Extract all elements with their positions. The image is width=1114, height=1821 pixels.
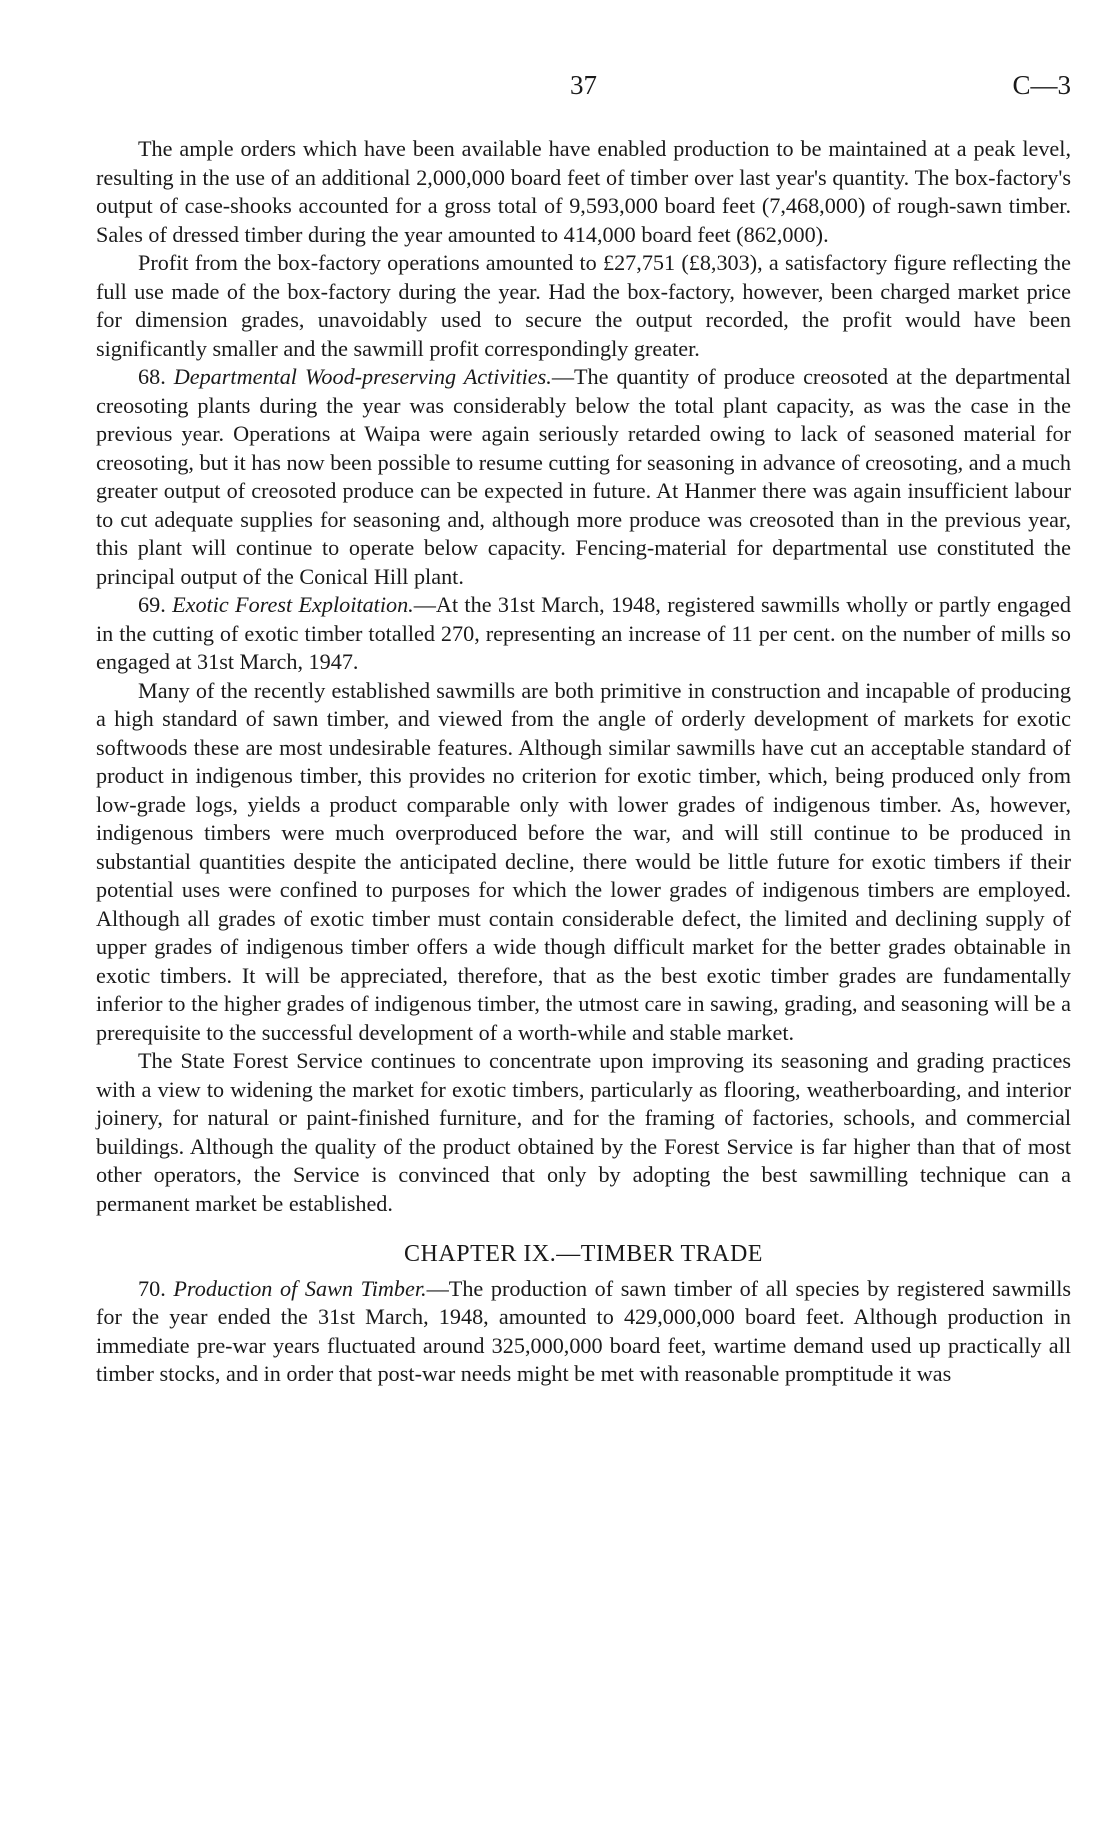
page-header [96,70,1071,106]
section-heading: Departmental Wood-preserving Activities. [173,364,552,389]
chapter-title: CHAPTER IX.—TIMBER TRADE [404,1241,763,1267]
section-text: —At the 31st March, 1948, registered sawmills wholly or partly engaged in the cutting of exotic timber totalled 270, representing an increase of 11 per cent. on the number of mills so engaged at 31st March, 1947. [96,592,1071,674]
paragraph-box-factory-output: The ample orders which have been available have enabled production to be maintained at a peak level, resulting in the use of an additional 2,000,000 board feet of timber over last year's quantity. The box-factory's output of case-shooks accounted for a gross total of 9,593,000 board feet (7,468,000) of rough-sawn timber. Sales of dressed timber during the year amounted to 414,000 board feet (862,000). [96,136,1071,247]
section-number: 68. [138,364,166,389]
document-reference: C—3 [1012,70,1071,100]
paragraph-70 [96,1275,1071,1389]
paragraph-box-factory-profit: Profit from the box-factory operations amounted to £27,751 (£8,303), a satisfactory figure reflecting the full use made of the box-factory during the year. Had the box-factory, however, been charged market price for dimension grades, unavoidably used to secure the output recorded, the profit would have been significantly smaller and the sawmill profit correspondingly greater. [96,250,1071,361]
section-heading: Exotic Forest Exploitation. [172,592,414,617]
paragraph-state-forest-service: The State Forest Service continues to concentrate upon improving its seasoning and grading practices with a view to widening the market for exotic timbers, particularly as flooring, weatherboarding, and interior joinery, for natural or paint-finished furniture, and for the framing of factories, schools, and commercial buildings. Although the quality of the product obtained by the Forest Service is far higher than that of most other operators, the Service is convinced that only by adopting the best sawmilling technique can a permanent market be established. [96,1048,1071,1216]
section-number: 70. [138,1275,166,1301]
body-text [96,135,1071,1389]
section-text: —The production of sawn timber of all species by registered sawmills for the year ended the 31st March, 1948, amounted to 429,000,000 board feet. Although production in immediate pre-war years fluctuated around 325,000,000 board feet, wartime demand used up practically all timber stocks, and in order that post-war needs might be met with reasonable promptitude it was [96,1275,1072,1386]
paragraph-exotic-sawmills: Many of the recently established sawmills are both primitive in construction and incapable of producing a high standard of sawn timber, and viewed from the angle of orderly development of markets for exotic softwoods these are most undesirable features. Although similar sawmills have cut an acceptable standard of product in indigenous timber, this provides no criterion for exotic timber, which, being produced only from low-grade logs, yields a product comparable only with lower grades of indigenous timber. As, however, indigenous timbers were much overproduced before the war, and will still continue to be produced in substantial quantities despite the anticipated decline, there would be little future for exotic timbers if their potential uses were confined to purposes for which the lower grades of indigenous timbers are employed. Although all grades of exotic timber must contain considerable defect, the limited and declining supply of upper grades of indigenous timber offers a wide though difficult market for the better grades obtainable in exotic timbers. It will be appreciated, therefore, that as the best exotic timber grades are fundamentally inferior to the higher grades of indigenous timber, the utmost care in sawing, grading, and seasoning will be a prerequisite to the successful development of a worth-while and stable market. [96,677,1071,1045]
page-number: 37 [570,70,597,100]
section-heading: Production of Sawn Timber. [173,1275,427,1301]
paragraph-69 [96,591,1071,677]
section-text: —The quantity of produce creosoted at the departmental creosoting plants during the year was considerably below the total plant capacity, as was the case in the previous year. Operations at Waipa were again seriously retarded owing to lack of seasoned material for creosoting, but it has now been possible to resume cutting for seasoning in advance of creosoting, and a much greater output of creosoted produce can be expected in future. At Hanmer there was again insufficient labour to cut adequate supplies for seasoning and, although more produce was creosoted than in the previous year, this plant will continue to operate below capacity. Fencing-material for departmental use constituted the principal output of the Conical Hill plant. [96,364,1071,589]
section-number: 69. [138,592,166,617]
paragraph-68 [96,363,1071,591]
